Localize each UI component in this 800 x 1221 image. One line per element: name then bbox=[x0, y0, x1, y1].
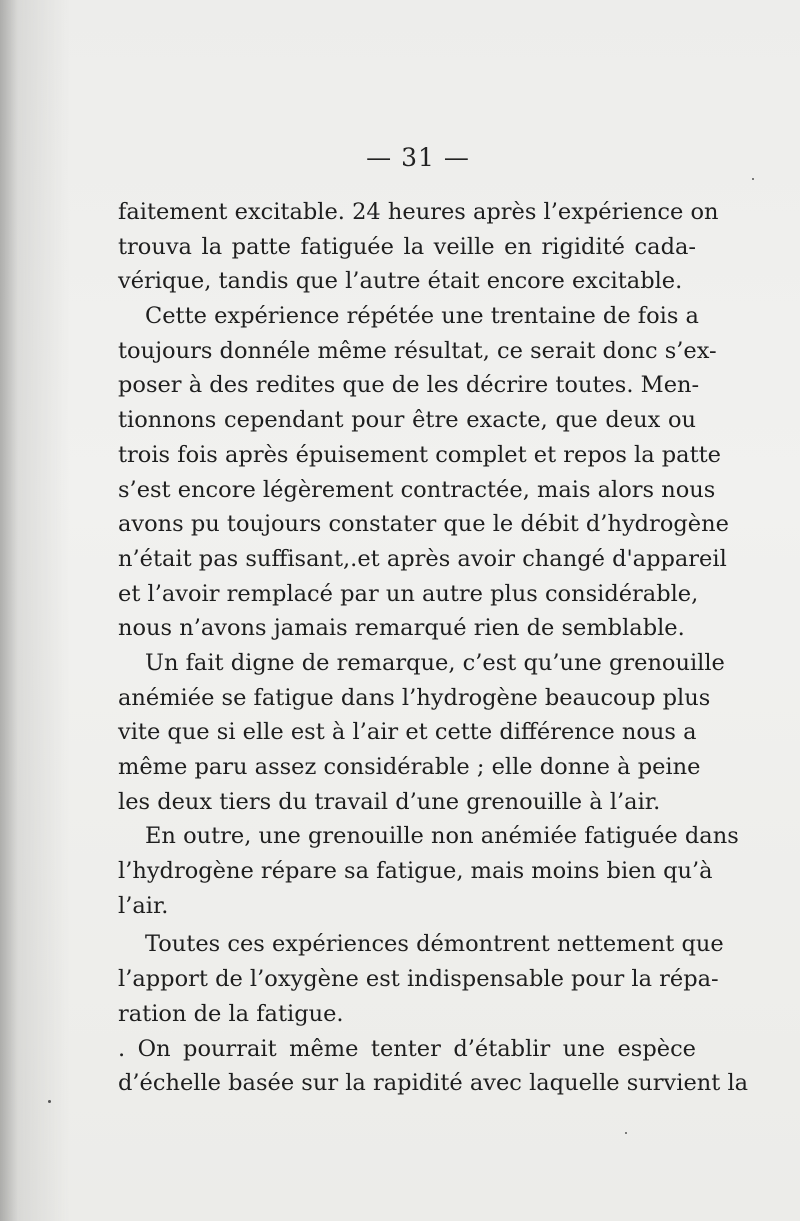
text-line: avons pu toujours constater que le débit d’hydrogène bbox=[118, 511, 729, 538]
text-line: Toutes ces expériences démontrent nettement que bbox=[145, 931, 724, 958]
text-line: trouva la patte fatiguée la veille en rigidité cada- bbox=[118, 233, 696, 260]
text-line: Un fait digne de remarque, c’est qu’une grenouille bbox=[145, 649, 725, 676]
text-line: l’air. bbox=[118, 892, 169, 919]
text-line: vérique, tandis que l’autre était encore excitable. bbox=[118, 268, 683, 295]
page-number: — 31 — bbox=[366, 143, 470, 172]
text-line: tionnons cependant pour être exacte, que deux ou bbox=[118, 407, 696, 434]
text-line: les deux tiers du travail d’une grenouille à l’air. bbox=[118, 788, 661, 815]
text-line: et l’avoir remplacé par un autre plus considérable, bbox=[118, 580, 699, 607]
text-line: trois fois après épuisement complet et repos la patte bbox=[118, 441, 721, 468]
text-line: En outre, une grenouille non anémiée fatiguée dans bbox=[145, 823, 739, 850]
text-line: anémiée se fatigue dans l’hydrogène beaucoup plus bbox=[118, 684, 711, 711]
paper-speck bbox=[48, 1100, 51, 1103]
text-line: d’échelle basée sur la rapidité avec laquelle survient la bbox=[118, 1070, 749, 1097]
paper-speck bbox=[625, 1132, 627, 1134]
text-line: nous n’avons jamais remarqué rien de semblable. bbox=[118, 615, 685, 642]
text-line: poser à des redites que de les décrire toutes. Men- bbox=[118, 372, 700, 399]
text-line: vite que si elle est à l’air et cette différence nous a bbox=[118, 719, 697, 746]
body-text bbox=[118, 195, 749, 1101]
paper-speck bbox=[752, 178, 754, 180]
text-line: . On pourrait même tenter d’établir une espèce bbox=[118, 1035, 696, 1062]
text-line: l’hydrogène répare sa fatigue, mais moins bien qu’à bbox=[118, 858, 713, 885]
text-line: même paru assez considérable ; elle donne à peine bbox=[118, 754, 701, 780]
text-line: ration de la fatigue. bbox=[118, 1000, 344, 1027]
text-line: Cette expérience répétée une trentaine de fois a bbox=[145, 303, 699, 330]
text-line: l’apport de l’oxygène est indispensable pour la répa- bbox=[118, 966, 719, 993]
text-line: n’était pas suffisant,.et après avoir changé d'appareil bbox=[118, 545, 727, 572]
text-line: toujours donnéle même résultat, ce serait donc s’ex- bbox=[118, 337, 717, 364]
text-line: s’est encore légèrement contractée, mais alors nous bbox=[118, 476, 716, 503]
text-line: faitement excitable. 24 heures après l’expérience on bbox=[118, 199, 719, 225]
